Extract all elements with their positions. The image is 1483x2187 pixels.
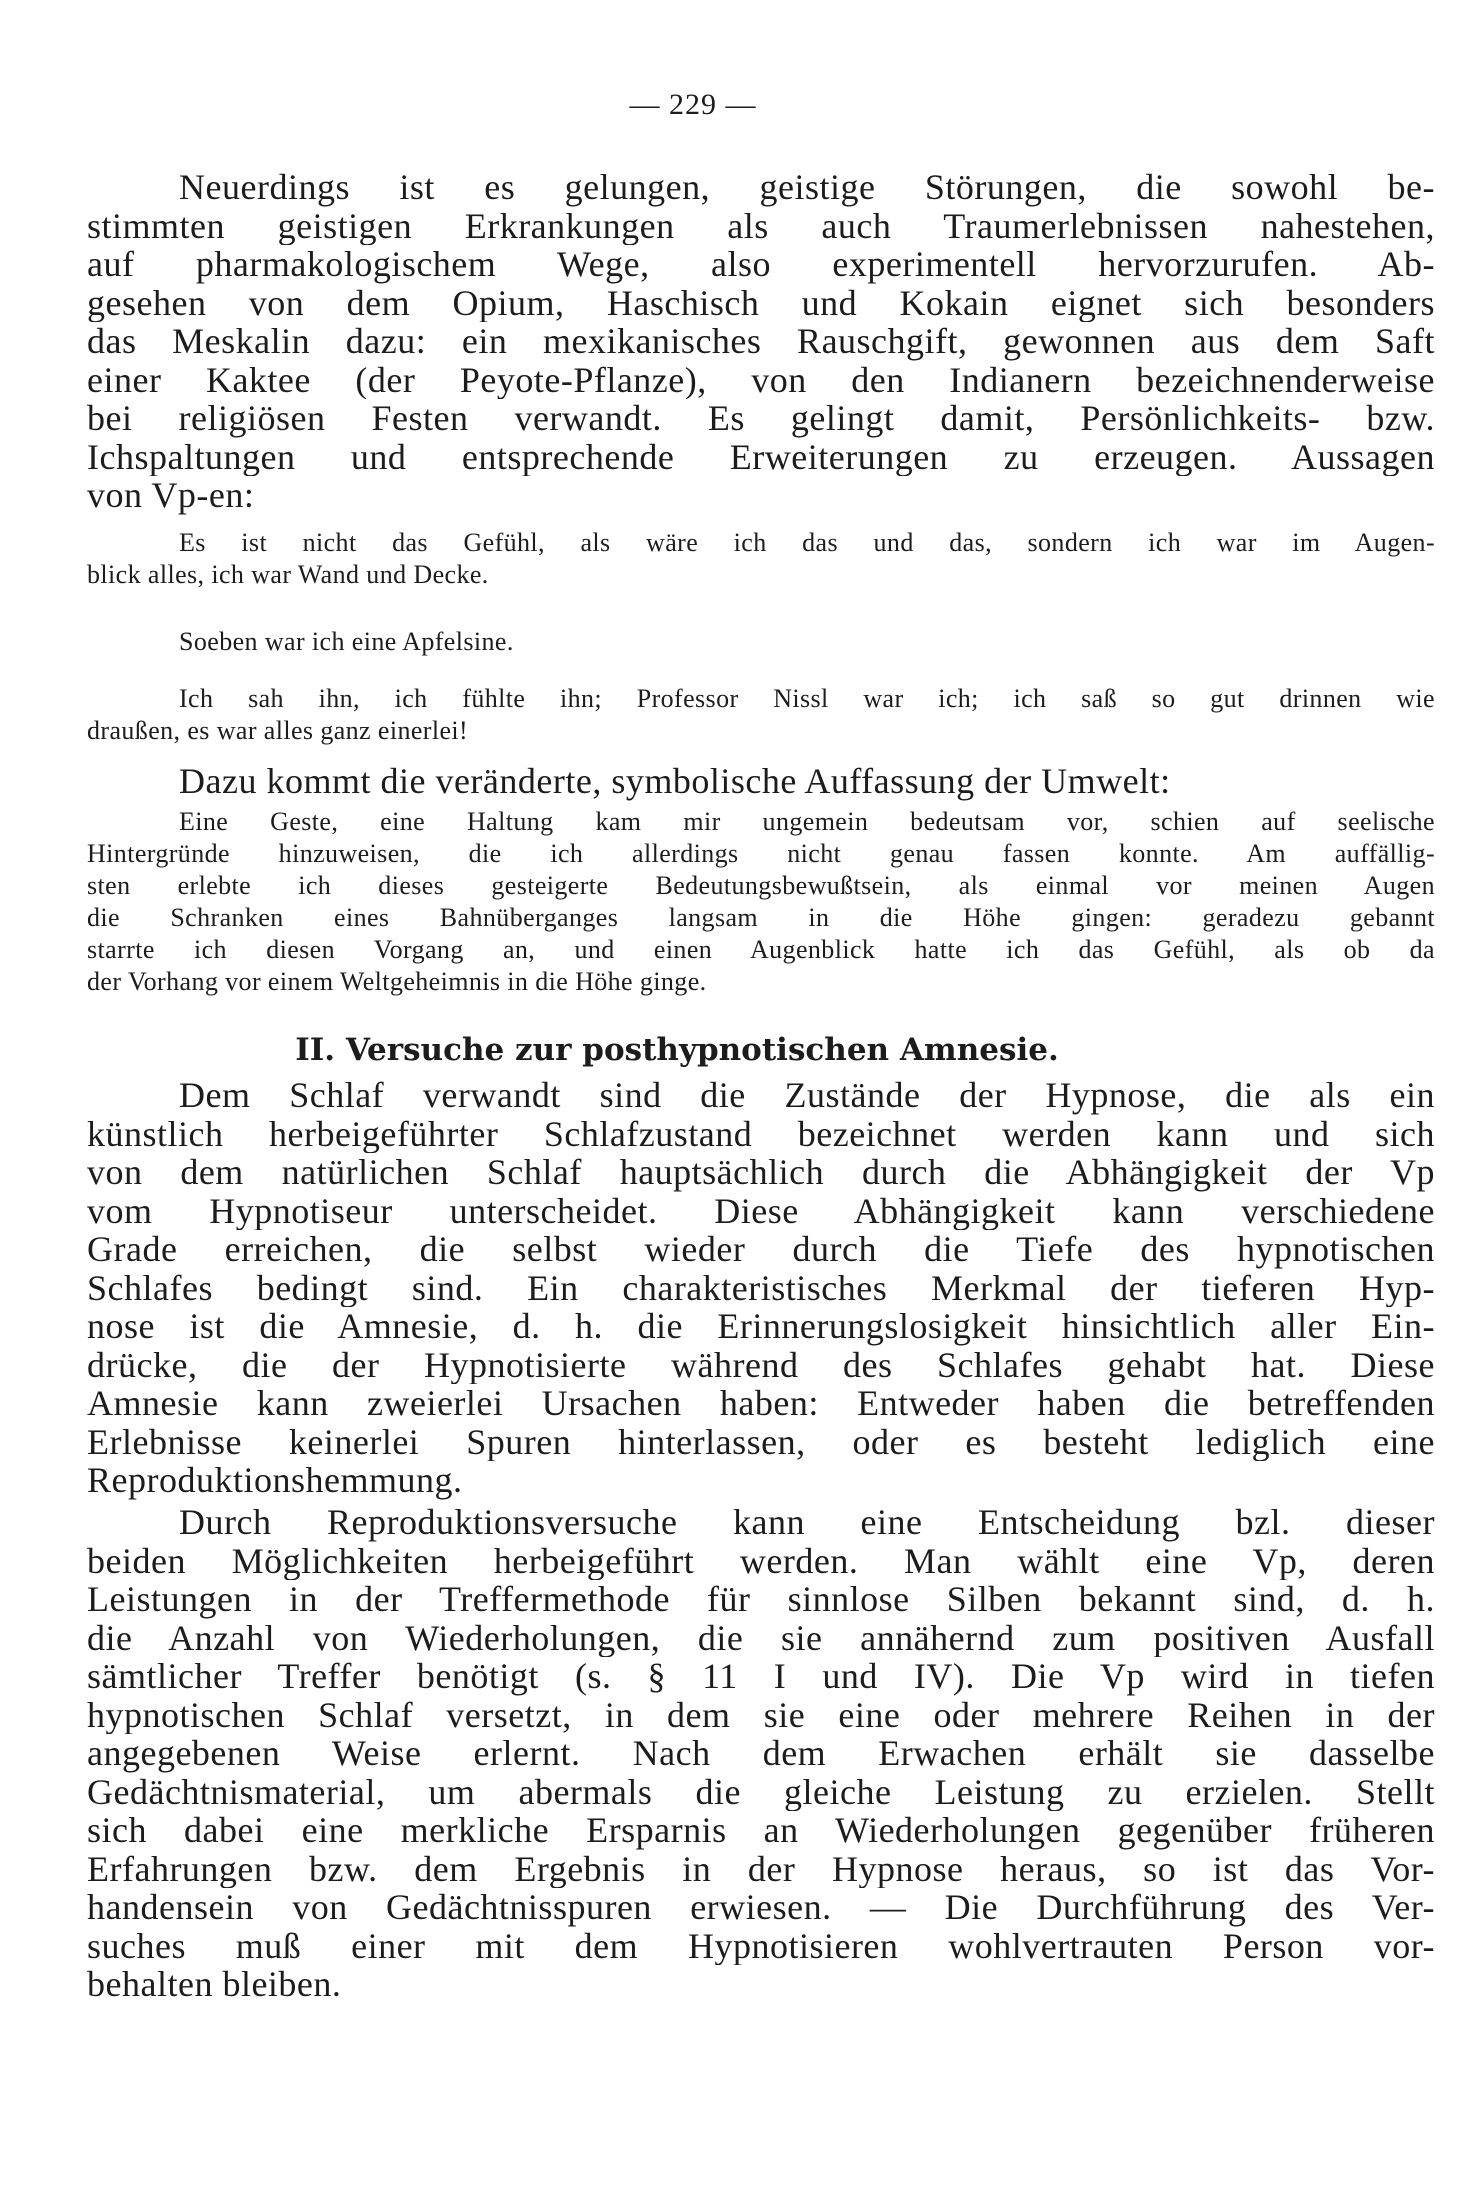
text-line: blick alles, ich war Wand und Decke. bbox=[87, 560, 489, 589]
text-line: draußen, es war alles ganz einerlei! bbox=[87, 716, 469, 745]
quote-orange bbox=[87, 626, 1435, 658]
text-line: einer Kaktee (der Peyote-Pflanze), von den Indianern bezeichnenderweise bbox=[87, 360, 1435, 399]
text-line: starrte ich diesen Vorgang an, und einen Augenblick hatte ich das Gefühl, als ob da bbox=[87, 935, 1435, 964]
text-line: Durch Reproduktionsversuche kann eine Entscheidung bzl. dieser bbox=[179, 1503, 1435, 1542]
text-line: Dazu kommt die veränderte, symbolische Auffassung der Umwelt: bbox=[179, 762, 1171, 801]
text-line: Schlafes bedingt sind. Ein charakteristisches Merkmal der tieferen Hyp- bbox=[87, 1268, 1435, 1307]
text-line: vom Hypnotiseur unterscheidet. Diese Abhängigkeit kann verschiedene bbox=[87, 1191, 1435, 1230]
text-line: Dem Schlaf verwandt sind die Zustände der Hypnose, die als ein bbox=[179, 1076, 1435, 1115]
text-line: behalten bleiben. bbox=[87, 1965, 342, 2004]
text-line: sten erlebte ich dieses gesteigerte Bedeutungsbewußtsein, als einmal vor meinen Augen bbox=[87, 871, 1435, 900]
text-line: der Vorhang vor einem Weltgeheimnis in die Höhe ginge. bbox=[87, 967, 707, 996]
quote-professor-nissl bbox=[87, 683, 1435, 747]
text-line: beiden Möglichkeiten herbeigeführt werden. Man wählt eine Vp, deren bbox=[87, 1541, 1435, 1580]
text-line: Erlebnisse keinerlei Spuren hinterlassen, oder es besteht lediglich eine bbox=[87, 1422, 1435, 1461]
text-line: gesehen von dem Opium, Haschisch und Kokain eignet sich besonders bbox=[87, 283, 1435, 322]
text-line: das Meskalin dazu: ein mexikanisches Rauschgift, gewonnen aus dem Saft bbox=[87, 322, 1435, 361]
text-line: auf pharmakologischem Wege, also experimentell hervorzurufen. Ab- bbox=[87, 245, 1435, 284]
paragraph-drug-induced-disturbances bbox=[87, 168, 1435, 515]
text-line: Amnesie kann zweierlei Ursachen haben: Entweder haben die betreffenden bbox=[87, 1384, 1435, 1423]
text-line: Eine Geste, eine Haltung kam mir ungemein bedeutsam vor, schien auf seelische bbox=[179, 807, 1435, 836]
paragraph-hypnosis-amnesia bbox=[87, 1076, 1435, 1500]
text-line: Es ist nicht das Gefühl, als wäre ich das und das, sondern ich war im Augen- bbox=[179, 528, 1435, 557]
text-line: hypnotischen Schlaf versetzt, in dem sie eine oder mehrere Reihen in der bbox=[87, 1695, 1435, 1734]
text-line: die Anzahl von Wiederholungen, die sie annähernd zum positiven Ausfall bbox=[87, 1618, 1435, 1657]
page-number: — 229 — bbox=[629, 88, 757, 121]
text-line: stimmten geistigen Erkrankungen als auch Traumerlebnissen nahestehen, bbox=[87, 206, 1435, 245]
text-line: suches muß einer mit dem Hypnotisieren wohlvertrauten Person vor- bbox=[87, 1926, 1435, 1965]
paragraph-reproduction-experiments bbox=[87, 1503, 1435, 2004]
quote-feeling-everything bbox=[87, 527, 1435, 591]
text-line: Reproduktionshemmung. bbox=[87, 1461, 463, 1500]
text-line: Gedächtnismaterial, um abermals die gleiche Leistung zu erzielen. Stellt bbox=[87, 1772, 1435, 1811]
text-line: Grade erreichen, die selbst wieder durch die Tiefe des hypnotischen bbox=[87, 1230, 1435, 1269]
text-line: Hintergründe hinzuweisen, die ich allerdings nicht genau fassen konnte. Am auffällig- bbox=[87, 839, 1435, 868]
text-line: handensein von Gedächtnisspuren erwiesen. — Die Durchführung des Ver- bbox=[87, 1888, 1435, 1927]
text-line: die Schranken eines Bahnüberganges langsam in die Höhe gingen: geradezu gebannt bbox=[87, 903, 1435, 932]
text-line: nose ist die Amnesie, d. h. die Erinnerungslosigkeit hinsichtlich aller Ein- bbox=[87, 1307, 1435, 1346]
text-line: künstlich herbeigeführter Schlafzustand bezeichnet werden kann und sich bbox=[87, 1114, 1435, 1153]
text-line: Neuerdings ist es gelungen, geistige Störungen, die sowohl be- bbox=[179, 168, 1435, 207]
text-line: Soeben war ich eine Apfelsine. bbox=[179, 627, 514, 656]
text-line: bei religiösen Festen verwandt. Es gelingt damit, Persönlichkeits- bzw. bbox=[87, 399, 1435, 438]
text-line: drücke, die der Hypnotisierte während des Schlafes gehabt hat. Diese bbox=[87, 1345, 1435, 1384]
paragraph-symbolic-perception bbox=[87, 762, 1435, 801]
text-line: von Vp-en: bbox=[87, 476, 255, 515]
text-line: Leistungen in der Treffermethode für sinnlose Silben bekannt sind, d. h. bbox=[87, 1580, 1435, 1619]
text-line: sämtlicher Treffer benötigt (s. § 11 I und IV). Die Vp wird in tiefen bbox=[87, 1657, 1435, 1696]
text-line: angegebenen Weise erlernt. Nach dem Erwachen erhält sie dasselbe bbox=[87, 1734, 1435, 1773]
text-line: sich dabei eine merkliche Ersparnis an Wiederholungen gegenüber früheren bbox=[87, 1811, 1435, 1850]
text-line: Ichspaltungen und entsprechende Erweiterungen zu erzeugen. Aussagen bbox=[87, 437, 1435, 476]
section-heading: II. Versuche zur posthypnotischen Amnesie. bbox=[295, 1032, 1059, 1068]
text-line: Erfahrungen bzw. dem Ergebnis in der Hypnose heraus, so ist das Vor- bbox=[87, 1849, 1435, 1888]
text-line: von dem natürlichen Schlaf hauptsächlich durch die Abhängigkeit der Vp bbox=[87, 1153, 1435, 1192]
quote-railway-crossing bbox=[87, 806, 1435, 998]
text-line: Ich sah ihn, ich fühlte ihn; Professor Nissl war ich; ich saß so gut drinnen wie bbox=[179, 684, 1435, 713]
